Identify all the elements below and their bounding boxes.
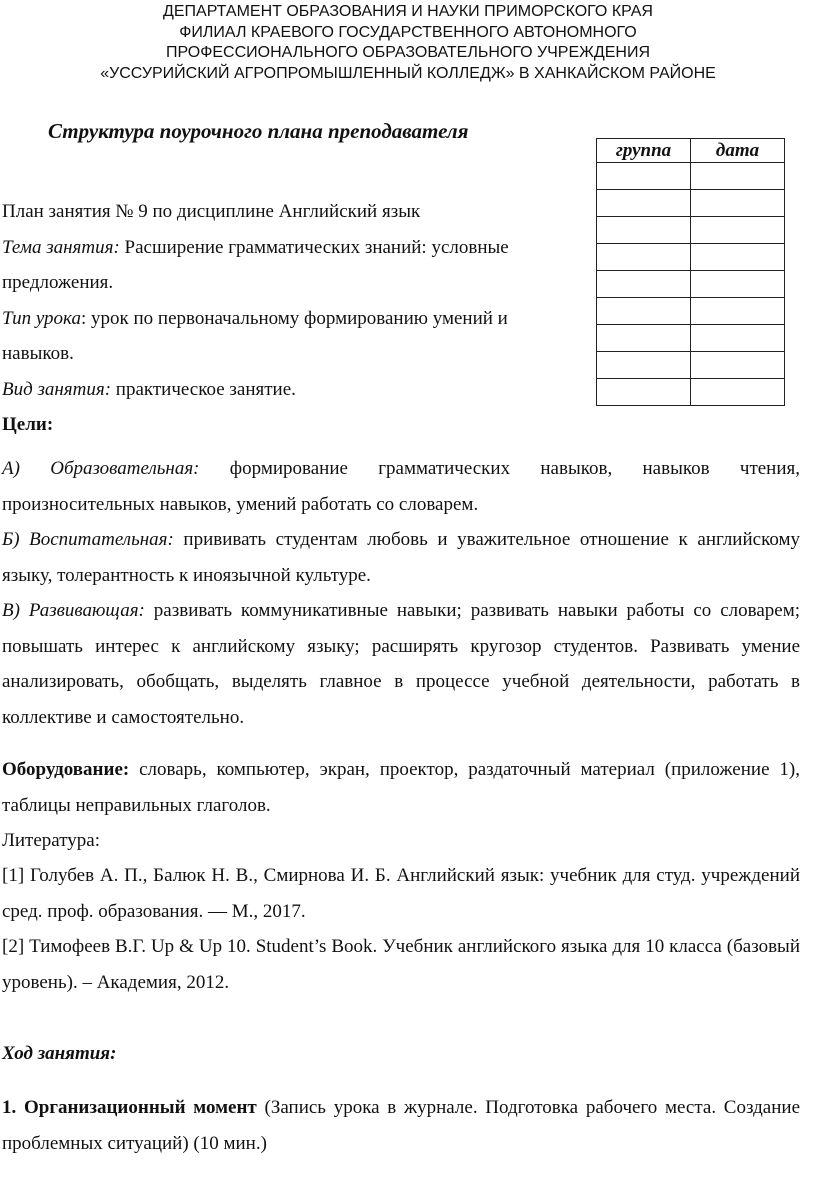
document-title: Структура поурочного плана преподавателя — [48, 119, 469, 143]
step-1-text: (Запись урока в журнале. Подготовка рабочего места. Создание проблемных ситуаций) (10 мин.) — [2, 1097, 801, 1154]
lesson-heading: Ход занятия: — [2, 1043, 117, 1064]
date-cell — [691, 298, 785, 325]
goals-heading: Цели: — [2, 414, 54, 435]
group-column-header: группа — [597, 139, 691, 163]
group-cell — [597, 352, 691, 379]
plan-info — [2, 194, 509, 443]
goal-upbringing — [2, 522, 800, 593]
group-cell — [597, 298, 691, 325]
date-cell — [691, 352, 785, 379]
group-cell — [597, 244, 691, 271]
group-cell — [597, 325, 691, 352]
table-row — [597, 298, 785, 325]
date-cell — [691, 325, 785, 352]
group-date-table — [596, 138, 785, 406]
literature-ref-2: [2] Тимофеев В.Г. Up & Up 10. Student’s Book. Учебник английского языка для 10 класса (базовый уровень). – Академия, 2012. — [2, 936, 800, 993]
date-cell — [691, 379, 785, 406]
kind-line — [2, 372, 509, 408]
group-cell — [597, 271, 691, 298]
goal-a-label: А) Образовательная: — [2, 458, 200, 479]
group-cell — [597, 190, 691, 217]
step-1-label: 1. Организационный момент — [2, 1097, 257, 1118]
goal-developing — [2, 593, 800, 735]
lesson-step-1 — [2, 1090, 800, 1161]
equipment-text: словарь, компьютер, экран, проектор, раздаточный материал (приложение 1), таблицы неправильных глаголов. — [2, 759, 800, 816]
table-row — [597, 217, 785, 244]
header-line-1: ДЕПАРТАМЕНТ ОБРАЗОВАНИЯ И НАУКИ ПРИМОРСКОГО КРАЯ — [163, 3, 653, 20]
table-row — [597, 325, 785, 352]
table-row — [597, 163, 785, 190]
table-row — [597, 379, 785, 406]
table-row — [597, 352, 785, 379]
type-line-2: навыков. — [2, 343, 74, 364]
header-line-3: ПРОФЕССИОНАЛЬНОГО ОБРАЗОВАТЕЛЬНОГО УЧРЕЖДЕНИЯ — [165, 44, 651, 61]
goal-c-text: развивать коммуникативные навыки; развивать навыки работы со словарем; повышать интерес к английскому языку; расширять кругозор студентов. Развивать умение анализировать, обобщать, выделять главное в процессе учебной деятельности, работать в коллективе и самостоятельно. — [2, 600, 801, 728]
kind-value: практическое занятие. — [111, 378, 296, 400]
equipment-paragraph — [2, 752, 800, 823]
goal-c-label: В) Развивающая: — [2, 600, 145, 621]
goal-a-text: формирование грамматических навыков, навыков чтения, произносительных навыков, умений работать со словарем. — [2, 458, 801, 515]
header-line-2: ФИЛИАЛ КРАЕВОГО ГОСУДАРСТВЕННОГО АВТОНОМНОГО — [179, 23, 637, 41]
type-label: Тип урока — [2, 307, 81, 329]
topic-value: Расширение грамматических знаний: условные — [119, 236, 509, 258]
literature-heading: Литература: — [2, 830, 100, 851]
goal-b-text: прививать студентам любовь и уважительное отношение к английскому языку, толерантность к иноязычной культуре. — [2, 529, 800, 586]
plan-line: План занятия № 9 по дисциплине Английский язык — [2, 201, 421, 222]
kind-label: Вид занятия: — [2, 378, 112, 400]
group-cell — [597, 217, 691, 244]
table-row — [597, 190, 785, 217]
date-column-header: дата — [691, 139, 785, 163]
date-cell — [691, 190, 785, 217]
table-row — [597, 244, 785, 271]
date-cell — [691, 163, 785, 190]
date-cell — [691, 244, 785, 271]
topic-label: Тема занятия: — [2, 236, 120, 258]
group-cell — [597, 379, 691, 406]
topic-line-1 — [2, 230, 509, 266]
date-cell — [691, 217, 785, 244]
group-date-rows — [597, 163, 785, 406]
type-line-1 — [2, 301, 509, 337]
institution-header — [0, 2, 816, 84]
equipment-label: Оборудование: — [2, 759, 130, 780]
date-cell — [691, 271, 785, 298]
table-row — [597, 271, 785, 298]
type-value: : урок по первоначальному формированию умений и — [80, 307, 508, 329]
goal-educational — [2, 451, 800, 522]
group-cell — [597, 163, 691, 190]
header-line-4: «УССУРИЙСКИЙ АГРОПРОМЫШЛЕННЫЙ КОЛЛЕДЖ» В ХАНКАЙСКОМ РАЙОНЕ — [100, 64, 716, 82]
topic-line-2: предложения. — [2, 272, 114, 293]
goal-b-label: Б) Воспитательная: — [2, 529, 174, 550]
literature-ref-1: [1] Голубев А. П., Балюк Н. В., Смирнова И. Б. Английский язык: учебник для студ. учреждений сред. проф. образования. — М., 2017. — [2, 865, 800, 922]
